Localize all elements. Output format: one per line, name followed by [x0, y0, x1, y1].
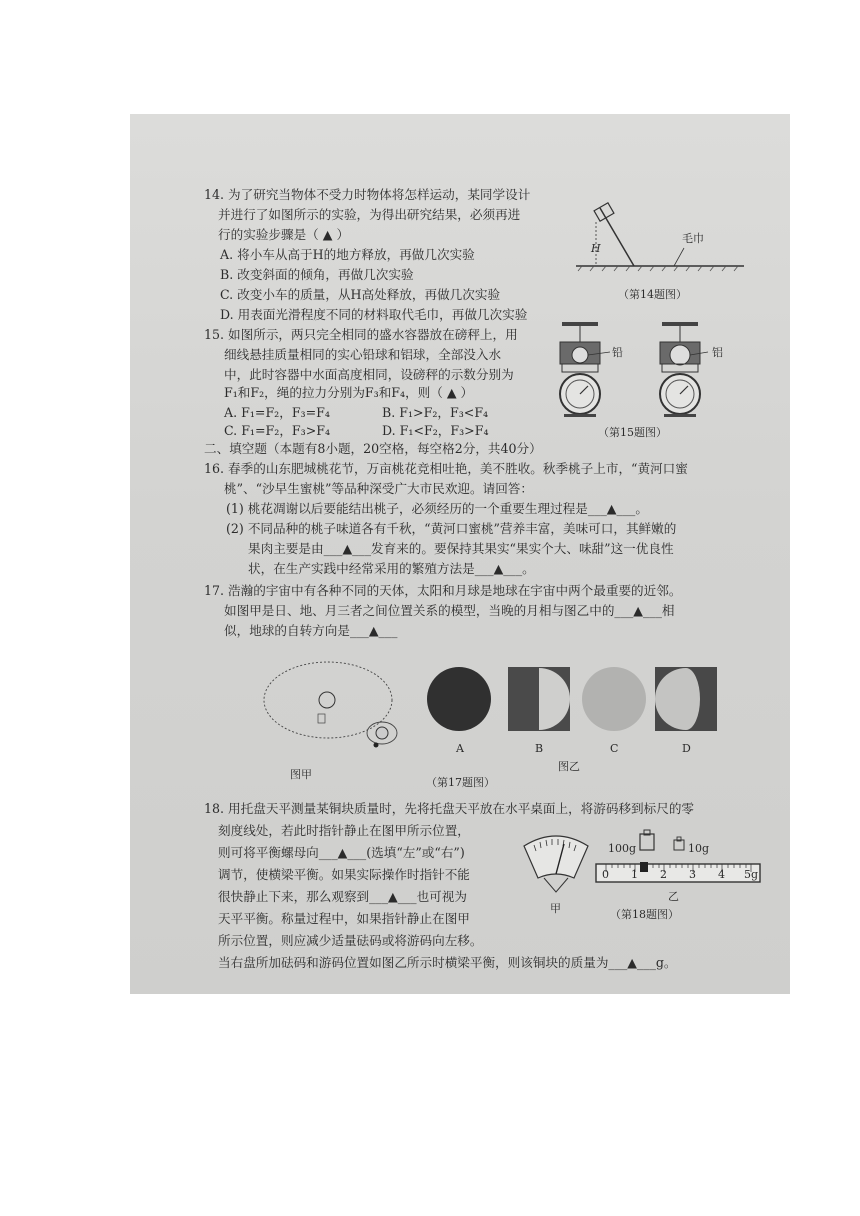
exam-page-photo	[130, 114, 790, 994]
q15-line-2: 细线悬挂质量相同的实心铅球和铝球，全部没入水	[224, 347, 502, 362]
q14-caption: （第14题图）	[618, 288, 687, 301]
q15-option-a: A. F₁=F₂，F₃=F₄	[224, 405, 330, 420]
q17-moon-b-label: B	[535, 742, 544, 755]
q15-aluminum-label: 铝	[712, 346, 723, 359]
q16-line-3: (1) 桃花凋谢以后要能结出桃子，必须经历的一个重要生理过程是___▲___。	[226, 501, 648, 516]
q15-option-d: D. F₁<F₂，F₃>F₄	[382, 423, 489, 438]
q14-ramp-figure	[572, 200, 752, 276]
q18-line-7: 所示位置，则应减少适量砝码或将游码向左移。	[218, 933, 483, 948]
q18-scale-tick-5: 5g	[744, 868, 759, 881]
q17-sun-earth-moon-model	[260, 654, 410, 762]
q18-line-1: 18. 用托盘天平测量某铜块质量时，先将托盘天平放在水平桌面上，将游码移到标尺的零	[204, 801, 695, 816]
q15-scales-figure	[558, 322, 748, 430]
q14-option-b: B. 改变斜面的倾角，再做几次实验	[220, 267, 414, 282]
q17-moon-phases	[426, 666, 718, 736]
q17-fig-yi-label: 图乙	[558, 760, 580, 773]
q16-line-5: 果肉主要是由___▲___发育来的。要保持其果实“果实个大、味甜”这一优良性	[248, 541, 674, 556]
q15-line-4: F₁和F₂，绳的拉力分别为F₃和F₄，则（ ▲ ）	[224, 385, 474, 400]
q18-line-4: 调节，使横梁平衡。如果实际操作时指针不能	[218, 867, 470, 882]
q17-moon-a-label: A	[456, 742, 464, 755]
q17-moon-d-label: D	[682, 742, 691, 755]
q15-line-1: 15. 如图所示，两只完全相同的盛水容器放在磅秤上，用	[204, 327, 518, 342]
q18-line-3: 则可将平衡螺母向___▲___(选填“左”或“右”)	[218, 845, 465, 860]
q18-line-5: 很快静止下来，那么观察到___▲___也可视为	[218, 889, 467, 904]
q18-weight-10g-label: 10g	[688, 842, 710, 855]
q18-line-2: 刻度线处，若此时指针静止在图甲所示位置，	[218, 823, 470, 838]
q15-caption: （第15题图）	[598, 426, 667, 439]
q14-option-a: A. 将小车从高于H的地方释放，再做几次实验	[220, 247, 475, 262]
q15-lead-label: 铅	[612, 346, 623, 359]
q18-line-8: 当右盘所加砝码和游码位置如图乙所示时横梁平衡，则该铜块的质量为___▲___g。	[218, 955, 677, 970]
q18-balance-pointer-scale	[520, 830, 592, 894]
q18-weight-100g-label: 100g	[608, 842, 637, 855]
q14-line-2: 并进行了如图所示的实验，为得出研究结果，必须再进	[218, 207, 521, 222]
q18-scale-tick-1: 1	[631, 868, 638, 881]
section-2-heading: 二、填空题（本题有8小题，20空格，每空格2分，共40分）	[204, 441, 542, 456]
q18-fig-jia-label: 甲	[550, 902, 561, 915]
q16-line-2: 桃”、“沙早生蜜桃”等品种深受广大市民欢迎。请回答：	[224, 481, 533, 496]
q17-fig-jia-label: 图甲	[290, 768, 312, 781]
q14-line-1: 14. 为了研究当物体不受力时物体将怎样运动，某同学设计	[204, 187, 531, 202]
q18-caption: （第18题图）	[610, 908, 679, 921]
q14-h-label: H	[591, 242, 601, 255]
q18-scale-tick-4: 4	[718, 868, 725, 881]
q14-option-d: D. 用表面光滑程度不同的材料取代毛巾，再做几次实验	[220, 307, 528, 322]
q14-towel-label: 毛巾	[682, 232, 704, 245]
q18-scale-tick-2: 2	[660, 868, 667, 881]
q18-line-6: 天平平衡。称量过程中，如果指针静止在图甲	[218, 911, 470, 926]
q18-scale-tick-0: 0	[602, 868, 609, 881]
q17-line-2: 如图甲是日、地、月三者之间位置关系的模型，当晚的月相与图乙中的___▲___相	[224, 603, 675, 618]
q16-line-6: 状，在生产实践中经常采用的繁殖方法是___▲___。	[248, 561, 535, 576]
q17-caption: （第17题图）	[426, 776, 495, 789]
q15-line-3: 中，此时容器中水面高度相同，设磅秤的示数分别为	[224, 367, 514, 382]
q18-scale-tick-3: 3	[689, 868, 696, 881]
q14-line-3: 行的实验步骤是（ ▲ ）	[218, 227, 350, 242]
q17-line-3: 似，地球的自转方向是___▲___	[224, 623, 398, 638]
q18-fig-yi-label: 乙	[668, 890, 679, 903]
q17-moon-c-label: C	[610, 742, 619, 755]
q15-option-b: B. F₁>F₂，F₃<F₄	[382, 405, 489, 420]
q16-line-4: (2) 不同品种的桃子味道各有千秋，“黄河口蜜桃”营养丰富，美味可口，其鲜嫩的	[226, 521, 677, 536]
q14-option-c: C. 改变小车的质量，从H高处释放，再做几次实验	[220, 287, 501, 302]
q15-option-c: C. F₁=F₂，F₃>F₄	[224, 423, 331, 438]
q17-line-1: 17. 浩瀚的宇宙中有各种不同的天体，太阳和月球是地球在宇宙中两个最重要的近邻。	[204, 583, 682, 598]
q16-line-1: 16. 春季的山东肥城桃花节，万亩桃花竞相吐艳，美不胜收。秋季桃子上市，“黄河口蜜	[204, 461, 688, 476]
